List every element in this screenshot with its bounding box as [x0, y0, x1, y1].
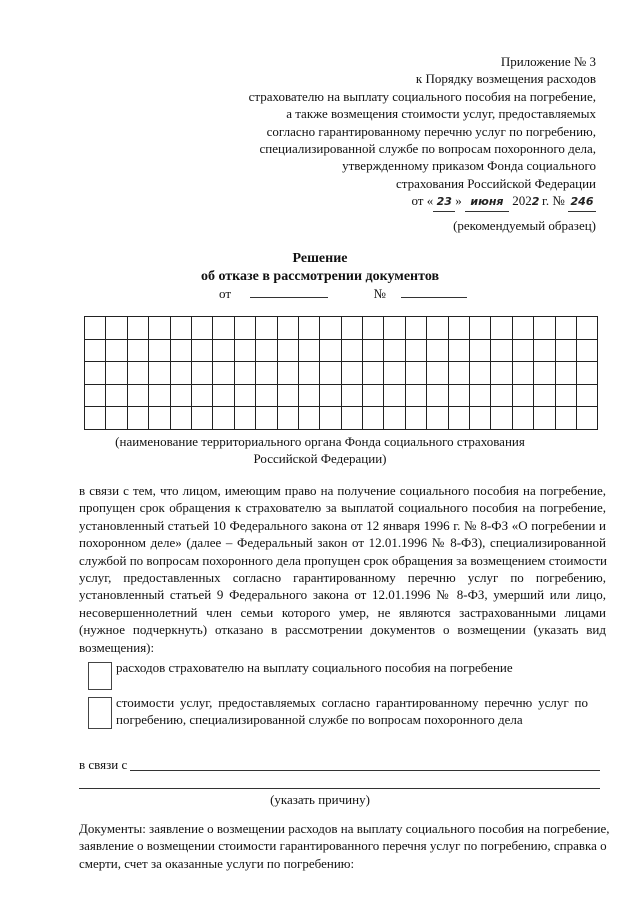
reason-field[interactable]	[130, 769, 600, 771]
header-line: а также возмещения стоимости услуг, предоставляемых	[286, 106, 596, 122]
decision-number-field[interactable]	[401, 285, 467, 298]
grid-cell[interactable]	[491, 384, 512, 407]
grid-cell[interactable]	[491, 407, 512, 430]
grid-cell[interactable]	[234, 384, 255, 407]
grid-cell[interactable]	[298, 407, 319, 430]
text-line: в связи с тем, что лицом, имеющим право на получение социального пособия на погребение,	[79, 483, 606, 498]
header-line: к Порядку возмещения расходов	[415, 71, 596, 87]
sample-note: (рекомендуемый образец)	[453, 218, 596, 233]
grid-cell[interactable]	[341, 384, 362, 407]
grid-cell[interactable]	[127, 339, 148, 362]
handwritten-year-digit: 2	[531, 195, 540, 209]
grid-cell[interactable]	[213, 362, 234, 385]
grid-cell[interactable]	[512, 407, 533, 430]
grid-cell[interactable]	[298, 317, 319, 340]
grid-cell[interactable]	[320, 384, 341, 407]
text-line: смерти, счет за оказанные услуги по погребению:	[79, 855, 355, 871]
grid-cell[interactable]	[170, 362, 191, 385]
grid-cell[interactable]	[191, 362, 212, 385]
reason-caption: (указать причину)	[270, 792, 370, 807]
text-line: Документы: заявление о возмещении расходов на выплату социального пособия на погребение,	[79, 821, 610, 836]
text-line: похоронном деле» (далее – Федеральный закон от 12.01.1996 № 8-ФЗ), специализированной	[79, 535, 606, 551]
handwritten-day: 23	[433, 193, 455, 211]
grid-cell[interactable]	[534, 407, 555, 430]
grid-cell[interactable]	[320, 339, 341, 362]
grid-cell[interactable]	[106, 407, 127, 430]
grid-cell[interactable]	[448, 339, 469, 362]
grid-cell[interactable]	[491, 317, 512, 340]
grid-cell[interactable]	[384, 317, 405, 340]
grid-cell[interactable]	[555, 362, 576, 385]
grid-cell[interactable]	[213, 339, 234, 362]
text-line: службой по вопросам похоронного дела пропущен срок обращения за возмещением стоимости	[79, 552, 607, 568]
grid-cell[interactable]	[363, 317, 384, 340]
grid-cell[interactable]	[234, 339, 255, 362]
grid-cell[interactable]	[127, 317, 148, 340]
grid-cell[interactable]	[106, 384, 127, 407]
grid-cell[interactable]	[256, 362, 277, 385]
grid-cell[interactable]	[512, 384, 533, 407]
grid-cell[interactable]	[85, 339, 106, 362]
appendix-header	[176, 53, 596, 212]
grid-cell[interactable]	[363, 339, 384, 362]
grid-cell[interactable]	[405, 407, 426, 430]
grid-cell[interactable]	[170, 407, 191, 430]
grid-cell[interactable]	[277, 384, 298, 407]
grid-cell[interactable]	[256, 384, 277, 407]
grid-cell[interactable]	[491, 362, 512, 385]
grid-cell[interactable]	[405, 384, 426, 407]
grid-cell[interactable]	[555, 384, 576, 407]
header-line: страхователю на выплату социального пособия на погребение,	[248, 88, 596, 104]
grid-cell[interactable]	[427, 362, 448, 385]
grid-cell[interactable]	[277, 317, 298, 340]
grid-cell[interactable]	[149, 362, 170, 385]
grid-cell[interactable]	[341, 317, 362, 340]
grid-cell[interactable]	[491, 339, 512, 362]
grid-cell[interactable]	[534, 384, 555, 407]
grid-cell[interactable]	[384, 339, 405, 362]
grid-cell[interactable]	[213, 407, 234, 430]
organization-name-grid[interactable]	[84, 316, 598, 430]
grid-cell[interactable]	[448, 384, 469, 407]
grid-cell[interactable]	[512, 339, 533, 362]
grid-cell[interactable]	[384, 384, 405, 407]
grid-cell[interactable]	[191, 407, 212, 430]
grid-cell[interactable]	[320, 317, 341, 340]
grid-cell[interactable]	[277, 362, 298, 385]
grid-cell[interactable]	[149, 407, 170, 430]
option-checkbox-services-cost[interactable]	[88, 697, 112, 729]
grid-cell[interactable]	[405, 339, 426, 362]
text-line: (нужное подчеркнуть) отказано в рассмотрении документов о возмещении (указать вид	[79, 622, 606, 638]
grid-cell[interactable]	[170, 317, 191, 340]
header-line: страхования Российской Федерации	[396, 175, 596, 191]
grid-cell[interactable]	[576, 362, 597, 385]
grid-cell[interactable]	[534, 339, 555, 362]
grid-cell[interactable]	[149, 317, 170, 340]
grid-cell[interactable]	[555, 339, 576, 362]
grid-cell[interactable]	[170, 339, 191, 362]
grid-cell[interactable]	[127, 407, 148, 430]
grid-cell[interactable]	[512, 362, 533, 385]
grid-cell[interactable]	[127, 384, 148, 407]
grid-cell[interactable]	[85, 317, 106, 340]
text-line: возмещения):	[79, 639, 155, 655]
grid-cell[interactable]	[213, 317, 234, 340]
handwritten-order-number: 246	[568, 193, 596, 211]
grid-caption: (наименование территориального органа Фонда социального страхования	[115, 434, 525, 449]
option-checkbox-burial-allowance[interactable]	[88, 662, 112, 690]
header-line: Приложение № 3	[500, 54, 596, 69]
decision-date-field[interactable]	[250, 285, 328, 298]
grid-cell[interactable]	[427, 384, 448, 407]
grid-cell[interactable]	[149, 339, 170, 362]
grid-cell[interactable]	[85, 384, 106, 407]
grid-cell[interactable]	[341, 339, 362, 362]
option-label: погребению, специализированной службе по вопросам похоронного дела	[116, 712, 523, 727]
page-title: Решение	[292, 251, 348, 266]
grid-cell[interactable]	[127, 362, 148, 385]
grid-cell[interactable]	[341, 407, 362, 430]
option-label: расходов страхователю на выплату социального пособия на погребение	[116, 660, 513, 675]
grid-cell[interactable]	[448, 317, 469, 340]
grid-cell[interactable]	[191, 339, 212, 362]
order-date-line: от « 23 » июня 2022 г. № 246	[176, 192, 596, 211]
grid-cell[interactable]	[363, 384, 384, 407]
grid-cell[interactable]	[576, 339, 597, 362]
grid-cell[interactable]	[149, 384, 170, 407]
grid-cell[interactable]	[534, 317, 555, 340]
grid-cell[interactable]	[277, 339, 298, 362]
grid-cell[interactable]	[427, 339, 448, 362]
reason-label: в связи с	[79, 757, 128, 772]
handwritten-month: июня	[465, 193, 509, 211]
grid-cell[interactable]	[427, 317, 448, 340]
grid-cell[interactable]	[191, 317, 212, 340]
text-line: несовершеннолетний член семьи которого умер, не являются застрахованными лицами	[79, 604, 606, 620]
grid-cell[interactable]	[534, 362, 555, 385]
text-line: услуг, предоставленных согласно гарантированному перечню услуг по погребению,	[79, 570, 606, 585]
grid-cell[interactable]	[256, 339, 277, 362]
grid-cell[interactable]	[427, 407, 448, 430]
grid-cell[interactable]	[363, 407, 384, 430]
grid-cell[interactable]	[213, 384, 234, 407]
grid-cell[interactable]	[448, 407, 469, 430]
grid-cell[interactable]	[191, 384, 212, 407]
text-line: пропущен срок обращения к страхователю за выплатой социального пособия на погребение,	[79, 500, 606, 516]
grid-cell[interactable]	[106, 362, 127, 385]
grid-cell[interactable]	[405, 317, 426, 340]
grid-cell[interactable]	[256, 407, 277, 430]
header-line: согласно гарантированному перечню услуг по погребению,	[266, 123, 596, 139]
grid-cell[interactable]	[555, 407, 576, 430]
grid-cell[interactable]	[277, 407, 298, 430]
grid-cell[interactable]	[470, 339, 491, 362]
grid-cell[interactable]	[320, 407, 341, 430]
header-line: специализированной службе по вопросам похоронного дела,	[259, 141, 596, 157]
grid-cell[interactable]	[470, 362, 491, 385]
grid-cell[interactable]	[555, 317, 576, 340]
grid-cell[interactable]	[106, 339, 127, 362]
grid-cell[interactable]	[470, 384, 491, 407]
page-subtitle: об отказе в рассмотрении документов	[200, 269, 440, 284]
grid-cell[interactable]	[341, 362, 362, 385]
grid-cell[interactable]	[512, 317, 533, 340]
grid-caption: Российской Федерации)	[253, 451, 387, 466]
grid-cell[interactable]	[256, 317, 277, 340]
grid-cell[interactable]	[85, 407, 106, 430]
text-line: заявление о возмещении стоимости гарантированного перечня услуг по погребению, справка о	[79, 838, 607, 854]
grid-cell[interactable]	[298, 384, 319, 407]
grid-cell[interactable]	[576, 317, 597, 340]
header-line: утвержденному приказом Фонда социального	[342, 158, 596, 174]
grid-cell[interactable]	[470, 317, 491, 340]
grid-cell[interactable]	[320, 362, 341, 385]
grid-cell[interactable]	[170, 384, 191, 407]
grid-cell[interactable]	[85, 362, 106, 385]
reason-field-continued[interactable]	[79, 787, 600, 789]
grid-cell[interactable]	[234, 317, 255, 340]
text-line: установленный статьей 9 Федерального закона от 12.01.1996 № 8-ФЗ, умерший или лицо,	[79, 587, 606, 603]
decision-date-row: от №	[219, 285, 467, 302]
grid-cell[interactable]	[384, 407, 405, 430]
grid-cell[interactable]	[576, 384, 597, 407]
grid-cell[interactable]	[234, 362, 255, 385]
option-label: стоимости услуг, предоставляемых согласно гарантированному перечню услуг по	[116, 695, 588, 710]
grid-cell[interactable]	[106, 317, 127, 340]
grid-cell[interactable]	[448, 362, 469, 385]
grid-cell[interactable]	[405, 362, 426, 385]
grid-cell[interactable]	[298, 339, 319, 362]
grid-cell[interactable]	[363, 362, 384, 385]
grid-cell[interactable]	[234, 407, 255, 430]
grid-cell[interactable]	[298, 362, 319, 385]
text-line: установленный статьей 10 Федерального закона от 12 января 1996 г. № 8-ФЗ «О погребении и	[79, 517, 606, 533]
grid-cell[interactable]	[576, 407, 597, 430]
grid-cell[interactable]	[384, 362, 405, 385]
grid-cell[interactable]	[470, 407, 491, 430]
